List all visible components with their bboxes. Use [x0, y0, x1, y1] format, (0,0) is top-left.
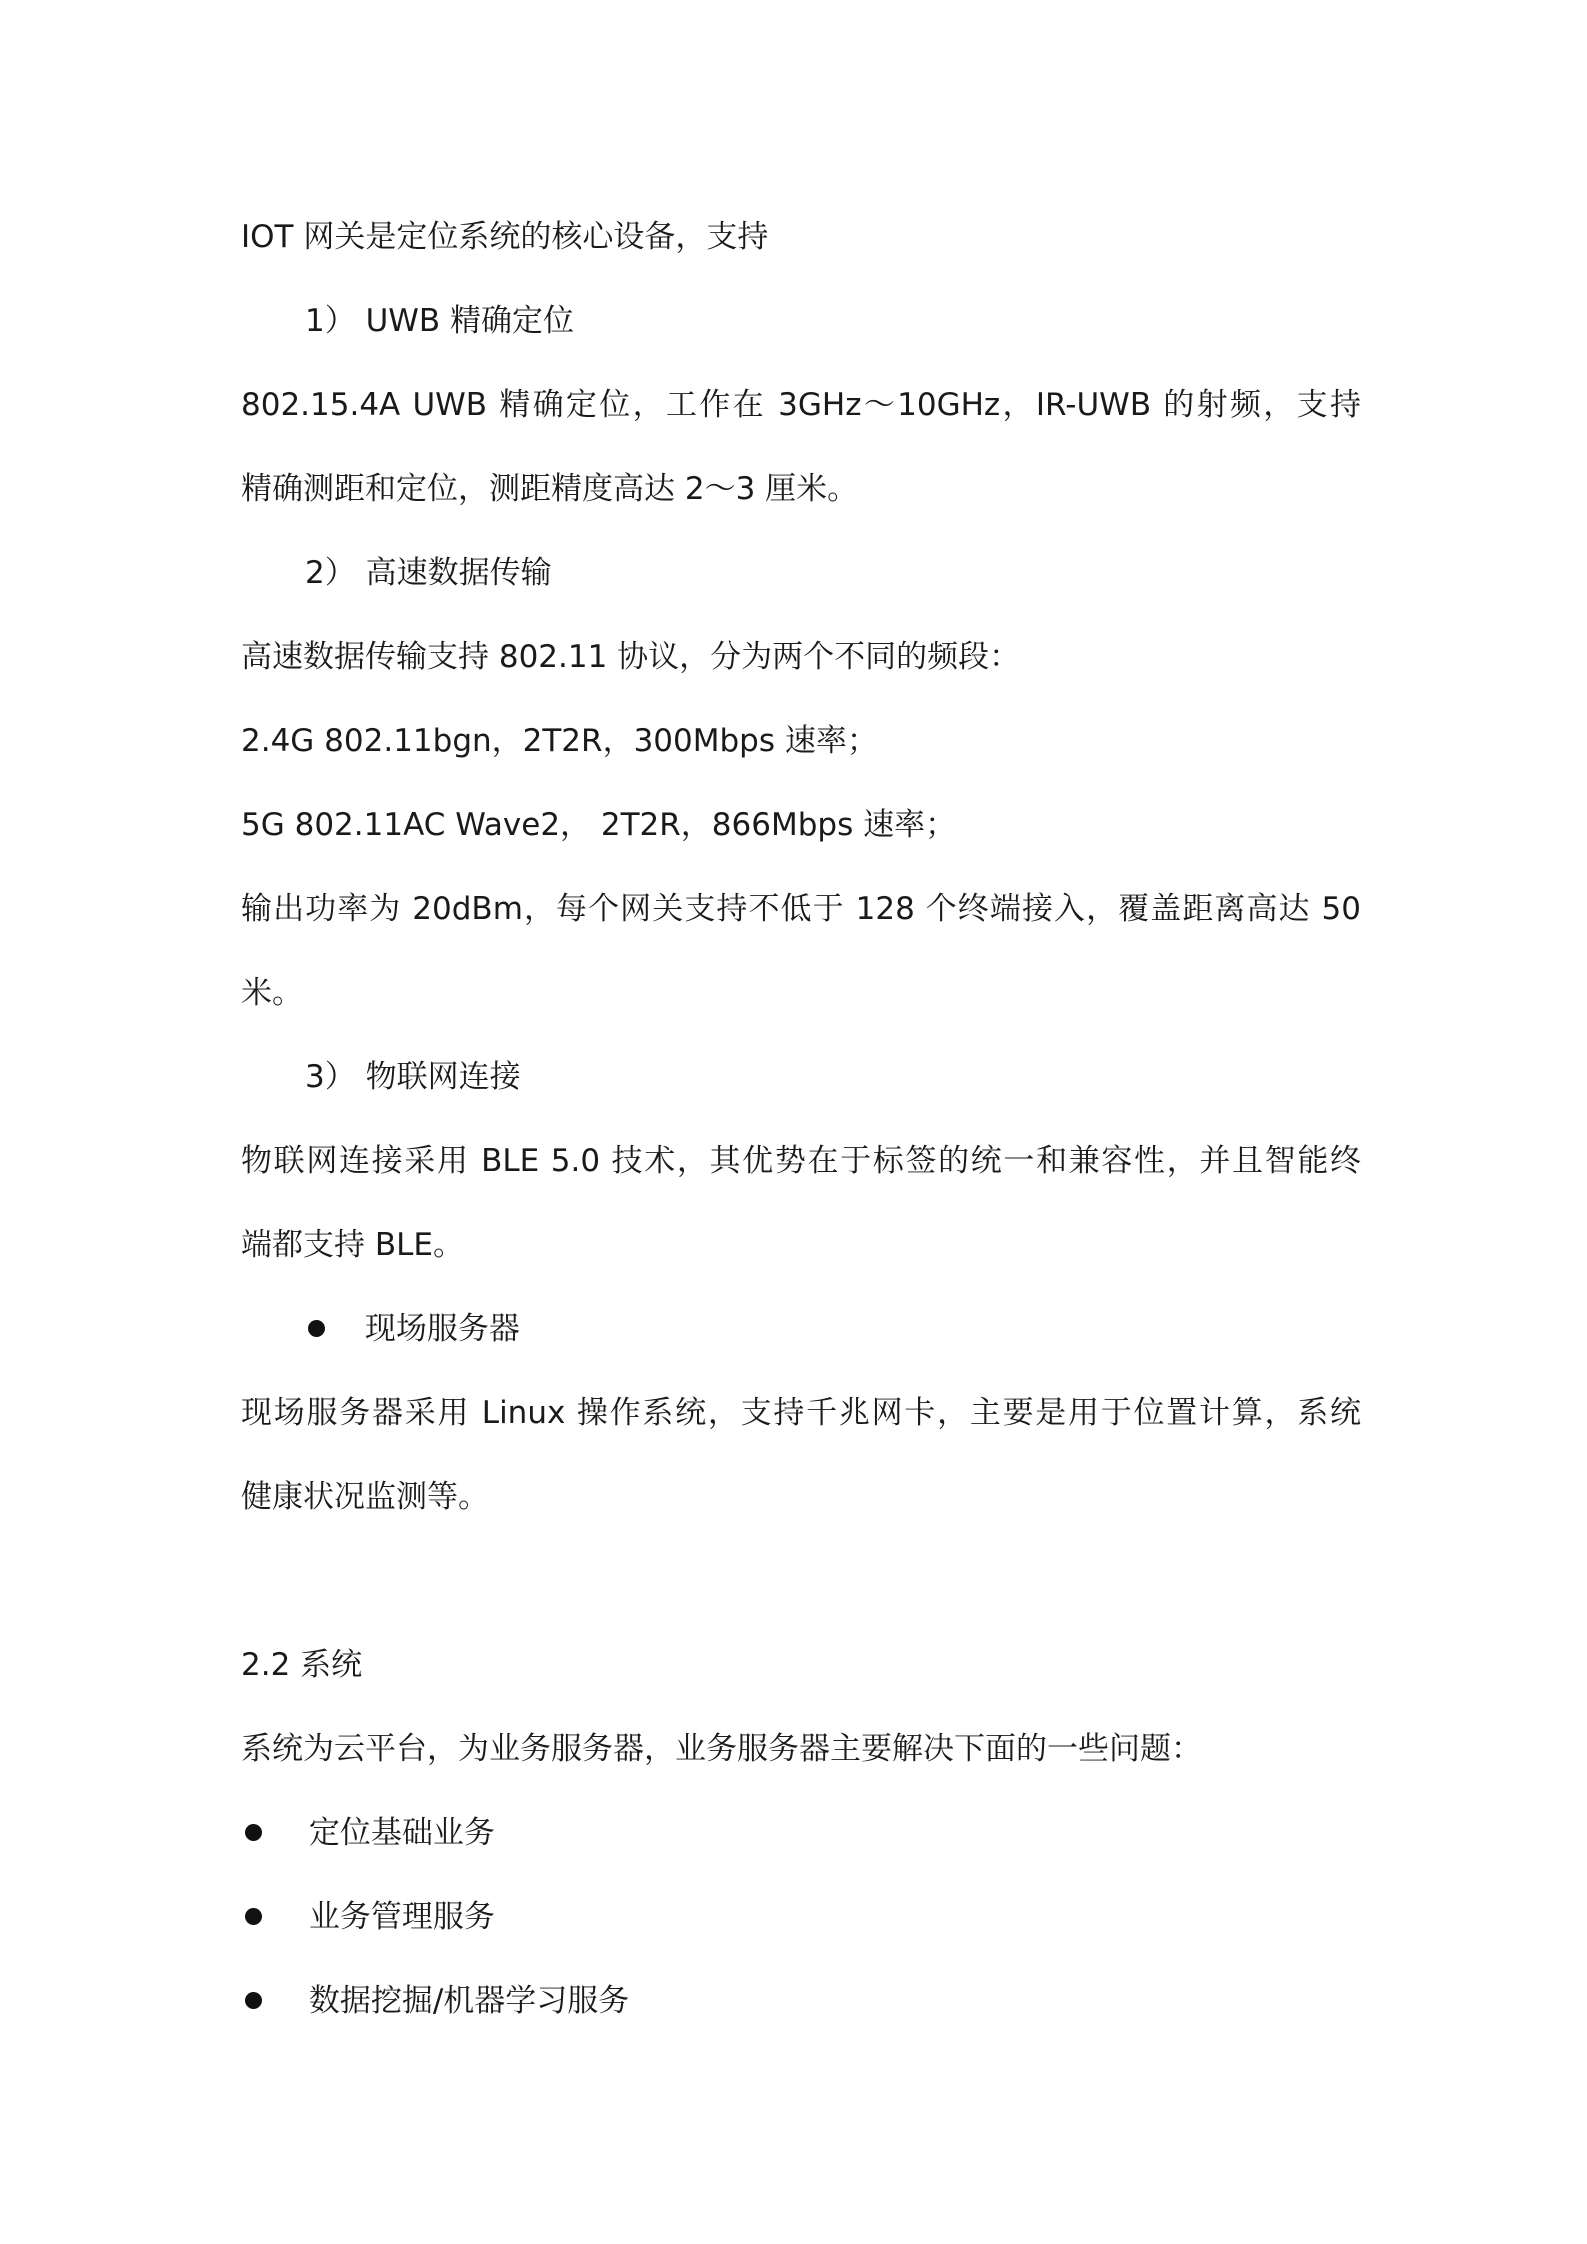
section-bullet-2-label: 业务管理服务: [308, 1899, 495, 1935]
intro-paragraph: IOT 网关是定位系统的核心设备，支持: [241, 219, 769, 255]
item1-text-line2: 精确测距和定位，测距精度高达 2～3 厘米。: [241, 471, 859, 507]
item2-text-line1: 高速数据传输支持 802.11 协议，分为两个不同的频段：: [241, 639, 1021, 675]
bullet-icon: [245, 1992, 262, 2009]
section-bullet-1-label: 定位基础业务: [308, 1815, 495, 1851]
bullet-onsite-server: [308, 1307, 520, 1351]
item2-text-line4: 输出功率为 20dBm，每个网关支持不低于 128 个终端接入，覆盖距离高达 50: [241, 891, 1361, 927]
section-bullet-1: [245, 1811, 495, 1855]
section-heading: 2.2 系统: [241, 1647, 363, 1683]
onsite-text-line2: 健康状况监测等。: [241, 1479, 489, 1515]
item1-text-line1: 802.15.4A UWB 精确定位，工作在 3GHz～10GHz，IR-UWB 的射频，支持: [241, 387, 1361, 423]
item2-text-line5: 米。: [241, 975, 303, 1011]
item1-heading: 1） UWB 精确定位: [305, 303, 575, 339]
bullet-icon: [245, 1908, 262, 1925]
item2-text-line3: 5G 802.11AC Wave2， 2T2R，866Mbps 速率；: [241, 807, 957, 843]
onsite-text-line1: 现场服务器采用 Linux 操作系统，支持千兆网卡，主要是用于位置计算，系统: [241, 1395, 1361, 1431]
bullet-icon: [245, 1824, 262, 1841]
bullet-onsite-server-label: 现场服务器: [364, 1311, 520, 1347]
bullet-icon: [308, 1320, 325, 1337]
item3-text-line1: 物联网连接采用 BLE 5.0 技术，其优势在于标签的统一和兼容性，并且智能终: [241, 1143, 1361, 1179]
section-bullet-2: [245, 1895, 495, 1939]
section-text: 系统为云平台，为业务服务器，业务服务器主要解决下面的一些问题：: [241, 1731, 1202, 1767]
item2-heading: 2） 高速数据传输: [305, 555, 552, 591]
section-bullet-3: [245, 1979, 629, 2023]
item3-text-line2: 端都支持 BLE。: [241, 1227, 464, 1263]
item2-text-line2: 2.4G 802.11bgn，2T2R，300Mbps 速率；: [241, 723, 878, 759]
item3-heading: 3） 物联网连接: [305, 1059, 521, 1095]
section-bullet-3-label: 数据挖掘/机器学习服务: [308, 1983, 630, 2019]
